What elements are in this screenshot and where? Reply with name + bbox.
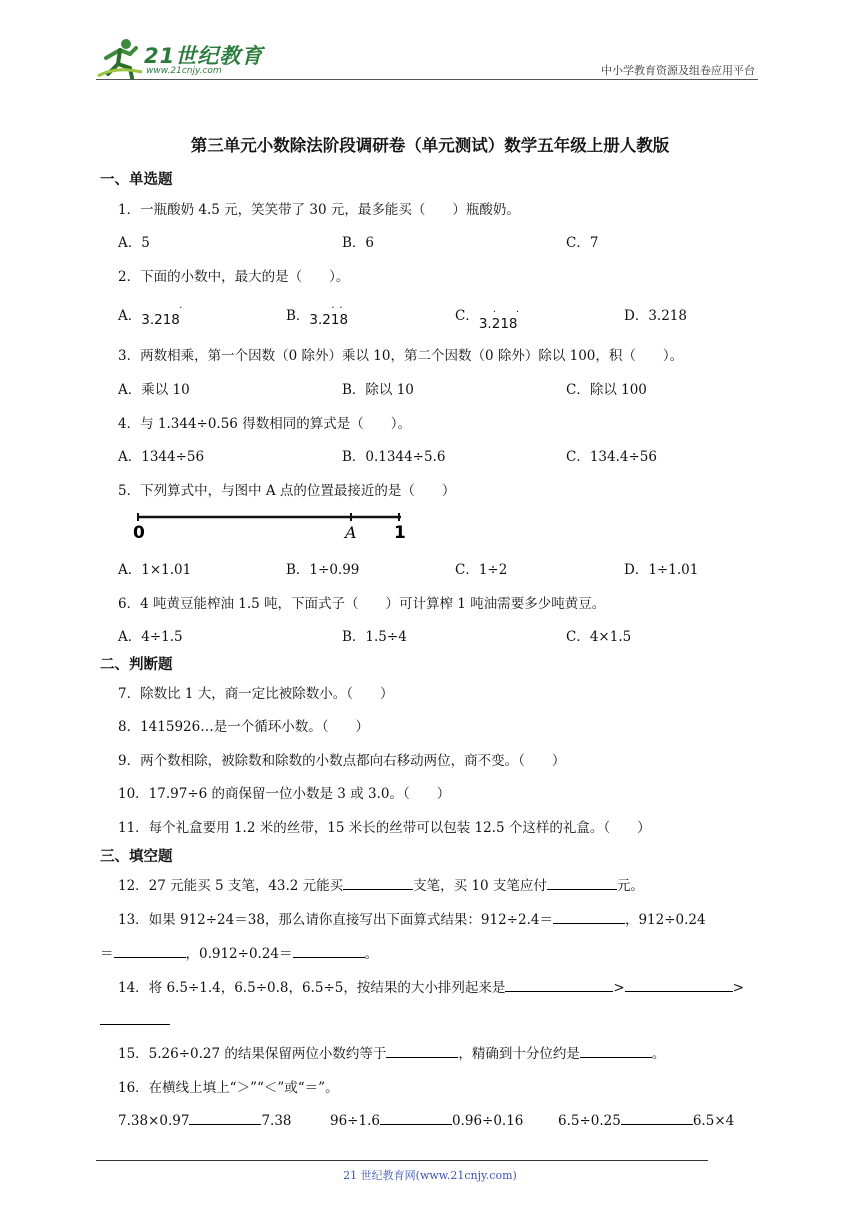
q16-item-2	[330, 1110, 523, 1129]
logo-url: www.21cnjy.com	[146, 66, 222, 76]
q14-blank-2[interactable]	[625, 977, 733, 992]
q15-part-3: 。	[651, 1046, 666, 1062]
q6-option-c: C．4×1.5	[566, 629, 632, 645]
q13-part-1: 13．如果 912÷24＝38，那么请你直接写出下面算式结果：912÷2.4＝	[118, 912, 553, 928]
q2-option-a	[118, 303, 183, 328]
q15-blank-2[interactable]	[580, 1043, 652, 1058]
q14-gt-1: >	[613, 980, 625, 996]
q16-blank-3[interactable]	[621, 1110, 693, 1125]
q13-blank-2[interactable]	[114, 943, 186, 958]
q5-option-c: C．1÷2	[455, 562, 508, 578]
q2-option-a-number: 3.218 ·	[141, 303, 183, 328]
q4-option-a: A．1344÷56	[118, 449, 205, 465]
question-9: 9．两个数相除，被除数和除数的小数点都向右移动两位，商不变。（ ）	[118, 753, 566, 769]
q2-c-digits: 3.218	[478, 316, 518, 332]
q15-part-2: ，精确到十分位约是	[458, 1046, 580, 1062]
q3-option-c: C．除以 100	[566, 382, 647, 398]
q6-option-a: A．4÷1.5	[118, 629, 183, 645]
question-14	[118, 976, 744, 996]
q12-part-2: 支笔，买 10 支笔应付	[413, 878, 547, 894]
section-heading-true-false: 二、判断题	[100, 657, 173, 673]
page-title: 第三单元小数除法阶段调研卷（单元测试）数学五年级上册人教版	[190, 136, 670, 155]
q1-option-c: C．7	[566, 235, 599, 251]
q14-part-1: 14．将 6.5÷1.4，6.5÷0.8，6.5÷5，按结果的大小排列起来是	[118, 980, 506, 996]
q6-option-b: B．1.5÷4	[342, 629, 407, 645]
question-12	[118, 874, 644, 894]
q14-blank-3[interactable]	[100, 1010, 170, 1025]
q3-option-a: A．乘以 10	[118, 382, 190, 398]
question-7: 7．除数比 1 大，商一定比被除数小。（ ）	[118, 686, 394, 702]
q16-blank-1[interactable]	[189, 1110, 261, 1125]
q14-gt-2: >	[732, 980, 744, 996]
q16-item-3-left: 6.5÷0.25	[558, 1113, 621, 1129]
label-0: 0	[133, 523, 145, 542]
q13-part-2: ，912÷0.24	[624, 912, 706, 928]
q4-option-b: B．0.1344÷5.6	[342, 449, 446, 465]
question-8: 8．1415926…是一个循环小数。（ ）	[118, 719, 369, 735]
q16-item-3	[558, 1110, 734, 1129]
q2-option-b	[286, 303, 349, 328]
q2-option-b-label: B．	[286, 308, 310, 324]
q2-option-b-number: 3.218 · ·	[309, 303, 349, 328]
q13-part-4: ，0.912÷0.24＝	[185, 946, 293, 962]
question-10: 10．17.97÷6 的商保留一位小数是 3 或 3.0。（ ）	[118, 786, 451, 802]
question-2: 2．下面的小数中，最大的是（ ）。	[118, 269, 350, 285]
q2-option-c	[455, 304, 520, 332]
q1-option-b: B．6	[342, 235, 375, 251]
question-13-line-2	[100, 942, 378, 962]
q5-option-d: D．1÷1.01	[624, 562, 699, 578]
q4-option-c: C．134.4÷56	[566, 449, 657, 465]
q2-option-c-number: 3.218 · ·	[478, 307, 520, 332]
header-divider	[96, 79, 758, 80]
question-1: 1．一瓶酸奶 4.5 元，笑笑带了 30 元，最多能买（ ）瓶酸奶。	[118, 202, 520, 218]
q5-option-a: A．1×1.01	[118, 562, 192, 578]
q16-blank-2[interactable]	[380, 1110, 452, 1125]
q2-option-a-label: A．	[118, 308, 142, 324]
header-platform-text: 中小学教育资源及组卷应用平台	[601, 64, 755, 77]
q13-part-3: ＝	[100, 946, 114, 962]
q13-part-5: 。	[364, 946, 379, 962]
q1-option-a: A．5	[118, 235, 150, 251]
q13-blank-1[interactable]	[553, 909, 625, 924]
q2-a-digits: 3.218	[141, 312, 180, 328]
question-16: 16．在横线上填上“＞”“＜”或“＝”。	[118, 1080, 339, 1096]
q2-b-digits: 3.218	[309, 312, 349, 328]
section-heading-single-choice: 一、单选题	[100, 172, 173, 188]
footer-divider	[96, 1160, 708, 1161]
footer-text: 21 世纪教育网(www.21cnjy.com)	[343, 1169, 517, 1182]
q16-item-1	[118, 1110, 292, 1129]
q12-part-1: 12．27 元能买 5 支笔，43.2 元能买	[118, 878, 344, 894]
label-1: 1	[394, 523, 406, 542]
q12-blank-1[interactable]	[343, 875, 413, 890]
label-a: A	[345, 523, 357, 542]
q16-item-1-left: 7.38×0.97	[118, 1113, 190, 1129]
question-5: 5．下列算式中，与图中 A 点的位置最接近的是（ ）	[118, 483, 456, 499]
q2-option-c-label: C．	[455, 308, 479, 324]
question-11: 11．每个礼盒要用 1.2 米的丝带，15 米长的丝带可以包装 12.5 个这样的礼盒。（ ）	[118, 820, 651, 836]
q15-blank-1[interactable]	[386, 1043, 458, 1058]
question-3: 3．两数相乘，第一个因数（0 除外）乘以 10，第二个因数（0 除外）除以 100，积（ ）。	[118, 348, 684, 364]
q16-item-2-right: 0.96÷0.16	[451, 1113, 524, 1129]
number-line-figure	[133, 508, 423, 542]
q12-part-3: 元。	[616, 878, 644, 894]
q16-item-3-right: 6.5×4	[692, 1113, 735, 1129]
question-15	[118, 1042, 665, 1062]
q13-blank-3[interactable]	[293, 943, 365, 958]
q12-blank-2[interactable]	[547, 875, 617, 890]
q3-option-b: B．除以 10	[342, 382, 414, 398]
q2-option-d: D．3.218	[624, 308, 687, 324]
q15-part-1: 15．5.26÷0.27 的结果保留两位小数约等于	[118, 1046, 387, 1062]
section-heading-fill-blank: 三、填空题	[100, 849, 173, 865]
q5-option-b: B．1÷0.99	[286, 562, 360, 578]
question-4: 4．与 1.344÷0.56 得数相同的算式是（ ）。	[118, 416, 411, 432]
site-logo	[96, 36, 266, 80]
logo-text: 21世纪教育	[144, 44, 264, 68]
runner-logo-icon	[96, 36, 146, 80]
q16-item-1-right: 7.38	[261, 1113, 292, 1129]
question-13-line-1	[118, 908, 706, 928]
question-6: 6．4 吨黄豆能榨油 1.5 吨，下面式子（ ）可计算榨 1 吨油需要多少吨黄豆。	[118, 596, 606, 612]
q16-item-2-left: 96÷1.6	[330, 1113, 380, 1129]
q14-blank-1[interactable]	[505, 977, 613, 992]
